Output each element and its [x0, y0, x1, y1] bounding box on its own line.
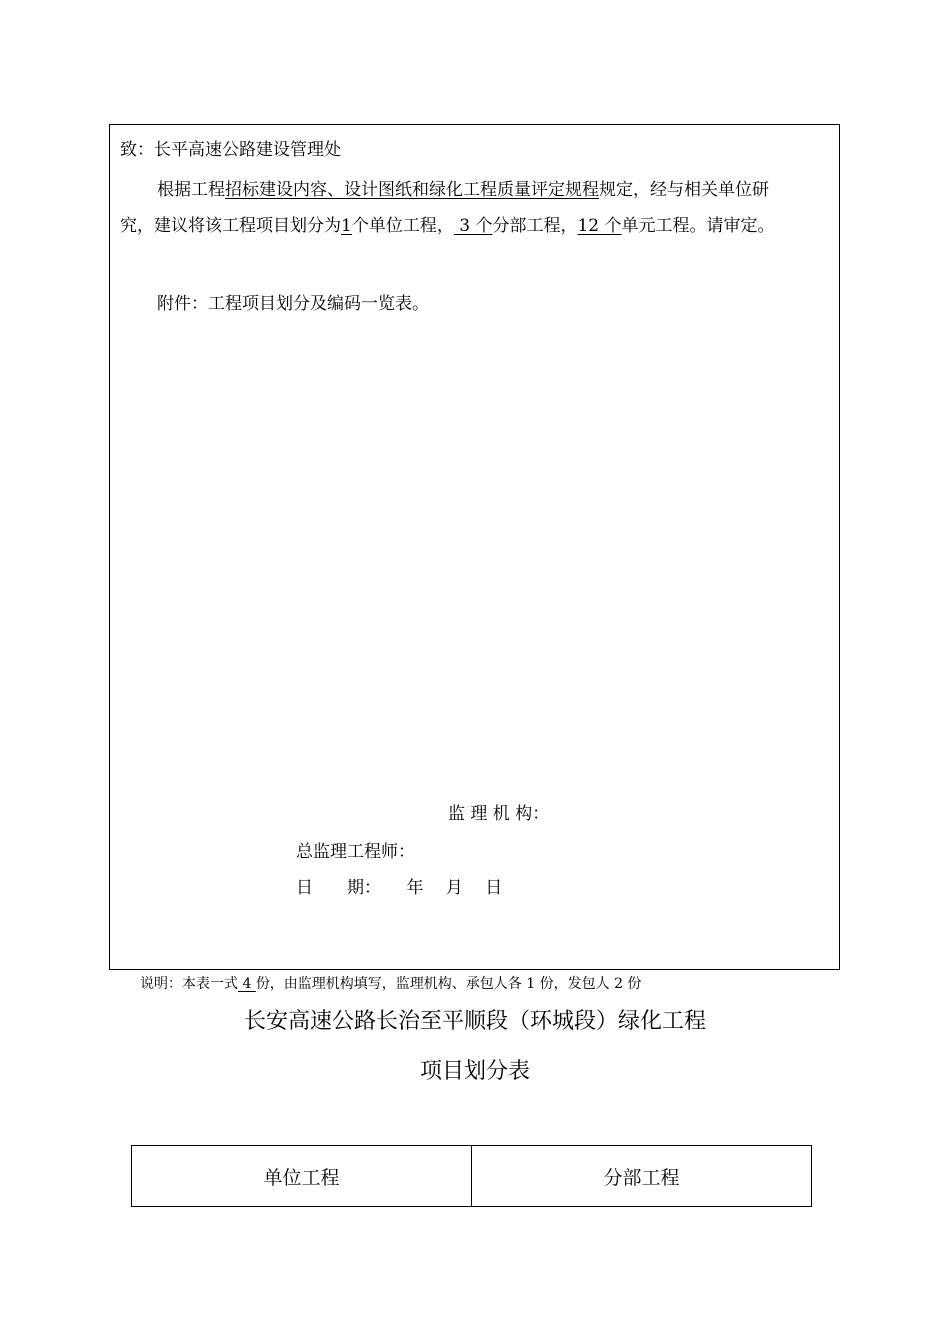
- basis-underlined: 招标建设内容、设计图纸和绿化工程质量评定规程: [225, 180, 599, 200]
- note-lead: 说明：本表一式: [140, 976, 238, 992]
- form-note: [140, 974, 641, 994]
- element-count: 12 个: [577, 216, 622, 236]
- body-paragraph-line-2: [120, 215, 775, 237]
- document-subtitle: 项目划分表: [419, 1059, 530, 1084]
- para1-lead: 根据工程: [157, 180, 225, 200]
- document-title: 长安高速公路长治至平顺段（环城段）绿化工程: [243, 1009, 706, 1034]
- attachment-line: 附件：工程项目划分及编码一览表。: [157, 294, 429, 314]
- note-tail: 份，由监理机构填写，监理机构、承包人各 1 份，发包人 2 份: [255, 976, 642, 992]
- project-division-table: [131, 1145, 812, 1207]
- chief-engineer-label: 总监理工程师：: [296, 842, 415, 862]
- date-label: 日 期： 年 月 日: [296, 878, 503, 898]
- para2-mid2: 分部工程，: [492, 216, 578, 236]
- unit-project-count: 1: [341, 216, 352, 236]
- addressee: 致：长平高速公路建设管理处: [120, 140, 341, 160]
- para2-lead: 究，建议将该工程项目划分为: [120, 216, 341, 236]
- header-unit-project: 单位工程: [132, 1146, 472, 1207]
- header-subdivision-project: 分部工程: [472, 1146, 812, 1207]
- para1-tail: 规定，经与相关单位研: [599, 180, 769, 200]
- table-header-row: [132, 1146, 812, 1207]
- copies-count: 4: [238, 976, 256, 992]
- para2-mid1: 个单位工程，: [351, 216, 454, 236]
- supervisor-org-label: 监 理 机 构：: [448, 804, 550, 824]
- para2-tail: 单元工程。请审定。: [621, 216, 775, 236]
- subdivision-count: 3 个: [453, 216, 493, 236]
- approval-form-box: [109, 124, 840, 970]
- body-paragraph-line-1: [157, 179, 769, 201]
